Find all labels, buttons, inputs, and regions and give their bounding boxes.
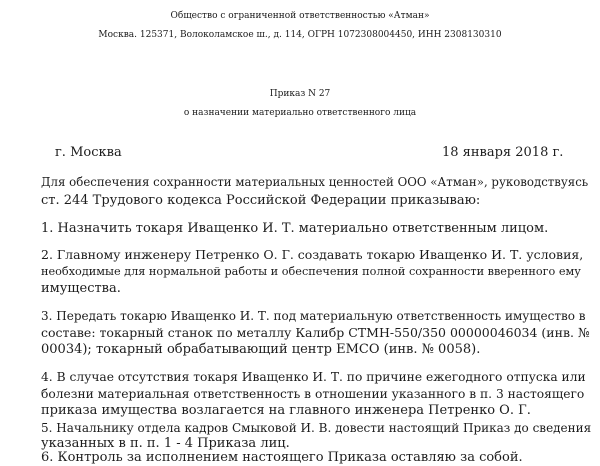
organization-address: Москва. 125371, Волоколамское ш., д. 114, ОГРН 1072308004450, ИНН 2308130310: [98, 30, 502, 40]
item-2-line: необходимые для нормальной работы и обеспечения полной сохранности вверенного ему: [41, 265, 581, 278]
intro-line: Для обеспечения сохранности материальных ценностей ООО «Атман», руководствуясь: [41, 175, 589, 189]
item-4-line: приказа имущества возлагается на главного инженера Петренко О. Г.: [41, 403, 531, 418]
order-place: г. Москва: [55, 145, 122, 160]
item-6-line: 6. Контроль за исполнением настоящего Приказа оставляю за собой.: [41, 450, 523, 465]
intro-line: ст. 244 Трудового кодекса Российской Федерации приказываю:: [41, 193, 481, 208]
order-title: Приказ N 27: [269, 89, 331, 99]
item-2-line: имущества.: [41, 281, 121, 296]
item-1-line: 1. Назначить токаря Иващенко И. Т. материально ответственным лицом.: [41, 221, 549, 236]
item-3-line: 00034); токарный обрабатывающий центр ЕМСО (инв. № 0058).: [41, 342, 481, 357]
order-date: 18 января 2018 г.: [442, 145, 564, 160]
item-3-line: составе: токарный станок по металлу Калибр СТМН-550/350 00000046034 (инв. №: [41, 325, 590, 340]
item-5-line: 5. Начальнику отдела кадров Смыковой И. В. довести настоящий Приказ до сведения: [41, 421, 592, 435]
organization-name: Общество с ограниченной ответственностью «Атман»: [170, 11, 430, 21]
item-4-line: 4. В случае отсутствия токаря Иващенко И. Т. по причине ежегодного отпуска или: [41, 370, 586, 384]
item-3-line: 3. Передать токарю Иващенко И. Т. под материальную ответственность имущество в: [41, 309, 586, 323]
item-5-line: указанных в п. п. 1 - 4 Приказа лиц.: [41, 436, 290, 451]
order-subtitle: о назначении материально ответственного лица: [183, 108, 417, 118]
item-4-line: болезни материальная ответственность в отношении указанного в п. 3 настоящего: [41, 387, 585, 401]
item-2-line: 2. Главному инженеру Петренко О. Г. создавать токарю Иващенко И. Т. условия,: [41, 247, 584, 262]
